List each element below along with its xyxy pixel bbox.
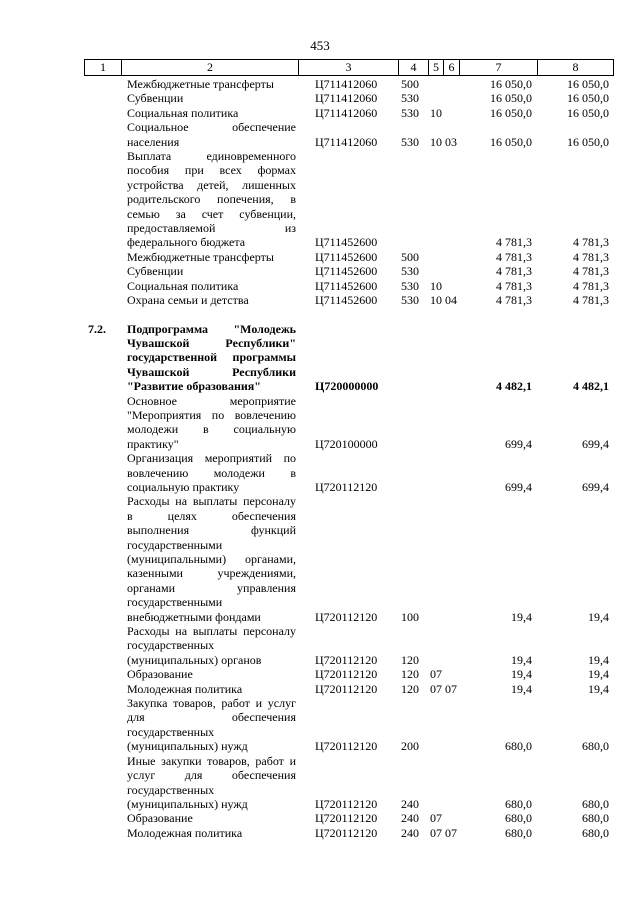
row-col5: 10 — [430, 293, 442, 308]
row-amount-7: 680,0 — [505, 796, 532, 811]
row-code: Ц711412060 — [315, 77, 378, 91]
row-name: Межбюджетные трансферты — [127, 77, 274, 91]
row-col4: 530 — [401, 278, 419, 293]
table-row — [0, 624, 640, 667]
row-name: Социальная политика — [127, 105, 239, 120]
row-amount-7: 680,0 — [505, 739, 532, 754]
table-row — [0, 293, 640, 307]
row-amount-8: 4 482,1 — [573, 379, 609, 394]
row-name: Расходы на выплаты персоналу в целях обеспечения выполнения функций государственными (муниципальными) органами, казенными учреждениями, органами управления государственными внебюджетными фондами — [127, 494, 296, 624]
table-row — [0, 120, 640, 149]
row-code: Ц711452600 — [315, 235, 378, 250]
row-col4: 240 — [401, 796, 419, 811]
row-amount-7: 4 781,3 — [496, 249, 532, 264]
row-amount-8: 4 781,3 — [573, 235, 609, 250]
row-col6: 03 — [445, 134, 457, 149]
table-row-subprogram — [0, 322, 640, 394]
table-row — [0, 77, 640, 91]
row-amount-7: 680,0 — [505, 811, 532, 826]
row-amount-8: 19,4 — [588, 681, 609, 696]
row-amount-7: 4 781,3 — [496, 278, 532, 293]
table-row — [0, 91, 640, 105]
section-spacer — [0, 308, 640, 322]
table-row — [0, 667, 640, 681]
row-col4: 530 — [401, 134, 419, 149]
row-amount-7: 699,4 — [505, 479, 532, 494]
row-amount-7: 4 781,3 — [496, 264, 532, 279]
row-amount-7: 699,4 — [505, 436, 532, 451]
row-col4: 530 — [401, 105, 419, 120]
row-name: Социальная политика — [127, 278, 239, 293]
row-col5: 07 — [430, 811, 442, 826]
row-code: Ц720112120 — [315, 652, 378, 667]
row-name: Расходы на выплаты персоналу государственных (муниципальных) органов — [127, 624, 296, 667]
row-col5: 07 — [430, 681, 442, 696]
header-col-6: 6 — [443, 60, 459, 75]
row-col4: 200 — [401, 739, 419, 754]
row-name: Подпрограмма "Молодежь Чувашской Республики" государственной программы Чувашской Республики "Развитие образования" — [127, 321, 296, 394]
row-col6: 04 — [445, 293, 457, 308]
row-amount-8: 19,4 — [588, 652, 609, 667]
row-amount-7: 4 781,3 — [496, 293, 532, 308]
row-col5: 10 — [430, 105, 442, 120]
row-name: Межбюджетные трансферты — [127, 249, 274, 264]
page-number: 453 — [310, 38, 330, 53]
row-amount-7: 19,4 — [511, 652, 532, 667]
row-amount-8: 680,0 — [582, 796, 609, 811]
row-code: Ц720112120 — [315, 796, 378, 811]
row-code: Ц720112120 — [315, 811, 378, 826]
table-row — [0, 250, 640, 264]
row-name: Молодежная политика — [127, 681, 243, 696]
header-col-3: 3 — [298, 60, 398, 75]
row-amount-8: 16 050,0 — [567, 91, 609, 106]
row-amount-7: 4 482,1 — [496, 379, 532, 394]
row-col4: 500 — [401, 249, 419, 264]
row-code: Ц711412060 — [315, 91, 378, 106]
row-col5: 07 — [430, 825, 442, 840]
row-amount-8: 680,0 — [582, 825, 609, 840]
row-name: Образование — [127, 667, 193, 682]
row-amount-7: 19,4 — [511, 609, 532, 624]
table-row — [0, 451, 640, 494]
row-amount-7: 16 050,0 — [490, 91, 532, 106]
table-row — [0, 149, 640, 250]
row-name: Выплата единовременного пособия при всех формах устройства детей, лишенных родительского попечения, в семью за счет субвенции, предоставляемой из федерального бюджета — [127, 149, 296, 250]
row-code: Ц711412060 — [315, 134, 378, 149]
row-col4: 530 — [401, 293, 419, 308]
row-code: Ц720112120 — [315, 739, 378, 754]
row-name: Охрана семьи и детства — [127, 293, 249, 308]
row-col4: 120 — [401, 667, 419, 682]
row-col4: 240 — [401, 811, 419, 826]
row-amount-7: 19,4 — [511, 681, 532, 696]
row-amount-7: 16 050,0 — [490, 105, 532, 120]
row-name: Организация мероприятий по вовлечению молодежи в социальную практику — [127, 451, 296, 494]
budget-table-body — [0, 77, 640, 840]
row-code: Ц711412060 — [315, 105, 378, 120]
row-col5: 10 — [430, 278, 442, 293]
row-amount-8: 19,4 — [588, 667, 609, 682]
row-name: Субвенции — [127, 91, 184, 106]
row-amount-8: 16 050,0 — [567, 77, 609, 91]
table-row — [0, 696, 640, 754]
row-amount-7: 16 050,0 — [490, 77, 532, 91]
row-code: Ц720112120 — [315, 479, 378, 494]
row-name: Иные закупки товаров, работ и услуг для обеспечения государственных (муниципальных) нужд — [127, 753, 296, 811]
row-code: Ц720000000 — [315, 379, 379, 394]
table-row — [0, 106, 640, 120]
table-row — [0, 279, 640, 293]
row-code: Ц720112120 — [315, 667, 378, 682]
table-row — [0, 826, 640, 840]
row-amount-7: 4 781,3 — [496, 235, 532, 250]
row-amount-8: 4 781,3 — [573, 278, 609, 293]
table-row — [0, 682, 640, 696]
row-code: Ц711452600 — [315, 293, 378, 308]
row-name: Закупка товаров, работ и услуг для обеспечения государственных (муниципальных) нужд — [127, 696, 296, 754]
row-col4: 120 — [401, 652, 419, 667]
table-row — [0, 394, 640, 452]
row-name: Образование — [127, 811, 193, 826]
table-header — [84, 59, 614, 76]
row-amount-8: 16 050,0 — [567, 105, 609, 120]
row-amount-8: 16 050,0 — [567, 134, 609, 149]
row-col5: 10 — [430, 134, 442, 149]
table-row — [0, 811, 640, 825]
row-code: Ц720112120 — [315, 825, 378, 840]
row-col4: 530 — [401, 264, 419, 279]
row-amount-8: 699,4 — [582, 436, 609, 451]
header-col-2: 2 — [121, 60, 298, 75]
row-amount-8: 19,4 — [588, 609, 609, 624]
row-name: Основное мероприятие "Мероприятия по вовлечению молодежи в социальную практику" — [127, 393, 296, 451]
row-col5: 07 — [430, 667, 442, 682]
row-code: Ц711452600 — [315, 278, 378, 293]
header-col-1: 1 — [84, 60, 121, 75]
row-code: Ц720100000 — [315, 436, 378, 451]
row-amount-8: 4 781,3 — [573, 264, 609, 279]
table-row — [0, 754, 640, 812]
row-amount-8: 4 781,3 — [573, 293, 609, 308]
row-amount-7: 19,4 — [511, 667, 532, 682]
header-col-4: 4 — [398, 60, 428, 75]
row-code: Ц711452600 — [315, 264, 378, 279]
row-col4: 240 — [401, 825, 419, 840]
row-code: Ц720112120 — [315, 681, 378, 696]
row-amount-7: 16 050,0 — [490, 134, 532, 149]
row-col4: 500 — [401, 77, 419, 91]
header-col-8: 8 — [537, 60, 614, 75]
row-amount-8: 699,4 — [582, 479, 609, 494]
row-amount-8: 680,0 — [582, 739, 609, 754]
table-row — [0, 494, 640, 624]
row-amount-8: 4 781,3 — [573, 249, 609, 264]
row-code: Ц711452600 — [315, 249, 378, 264]
row-name: Молодежная политика — [127, 825, 243, 840]
row-code: Ц720112120 — [315, 609, 378, 624]
row-col6: 07 — [445, 825, 457, 840]
row-amount-8: 680,0 — [582, 811, 609, 826]
table-row — [0, 264, 640, 278]
row-amount-7: 680,0 — [505, 825, 532, 840]
row-col4: 120 — [401, 681, 419, 696]
row-name: Социальное обеспечение населения — [127, 120, 296, 149]
row-col6: 07 — [445, 681, 457, 696]
row-number: 7.2. — [88, 321, 106, 336]
row-name: Субвенции — [127, 264, 184, 279]
row-col4: 100 — [401, 609, 419, 624]
row-col4: 530 — [401, 91, 419, 106]
header-col-7: 7 — [459, 60, 537, 75]
header-col-5: 5 — [428, 60, 443, 75]
